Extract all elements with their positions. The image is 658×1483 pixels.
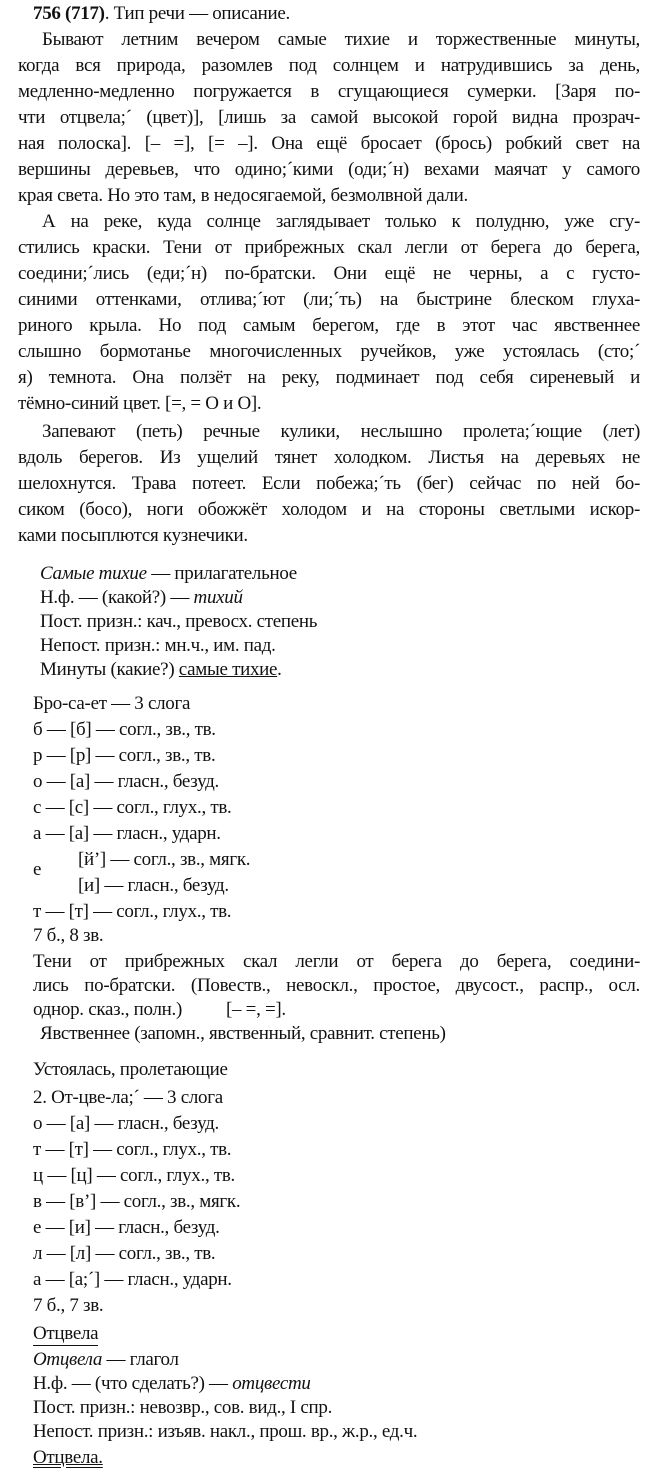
analysis2-heading (33, 1349, 179, 1371)
phonetic-row: о — [а] — гласн., безуд. (33, 1113, 219, 1134)
syntax-line: лись по-братски. (Повеств., невоскл., простое, двусост., распр., осл. (33, 975, 640, 996)
phonetic-row: о — [а] — гласн., безуд. (33, 771, 219, 792)
nf-label: Н.ф. — (какой?) — (40, 587, 194, 608)
syntax-scheme: [– =, =]. (226, 999, 286, 1020)
example-post: . (277, 659, 282, 680)
phonetic2-total: 7 б., 7 зв. (33, 1295, 104, 1316)
morpheme2-word: Отцвела (33, 1323, 99, 1344)
analysis2-nf (33, 1373, 311, 1395)
analysis2-final: Отцвела. (33, 1447, 103, 1468)
syntax-line: Тени от прибрежных скал легли от берега до берега, соедини- (33, 951, 640, 972)
text-line: когда вся природа, разомлев под солнцем и натрудившись за день, (18, 55, 640, 76)
syntax-line: Явственнее (запомн., явственный, сравнит. степень) (40, 1023, 446, 1044)
text-line: я) темнота. Она ползёт на реку, подминает под себя сиреневый и (18, 367, 640, 388)
phonetic1-total: 7 б., 8 зв. (33, 925, 104, 946)
text-line: вдоль берегов. Из ущелий тянет холодком. Листья на деревьях не (18, 447, 640, 468)
phonetic-row: а — [а] — гласн., ударн. (33, 823, 221, 844)
part-of-speech: — глагол (102, 1349, 179, 1370)
text-line: Запевают (петь) речные кулики, неслышно пролета;´ющие (лет) (42, 421, 640, 442)
nf-label: Н.ф. — (что сделать?) — (33, 1373, 233, 1394)
text-line: медленно-медленно погружается в сгущающиеся сумерки. [Заря по- (18, 81, 640, 102)
nf-value: тихий (193, 587, 243, 608)
example-word: самые тихие (178, 659, 278, 680)
analysis1-nonconst: Непост. призн.: мн.ч., им. пад. (40, 635, 276, 656)
phonetic-row: с — [с] — согл., глух., тв. (33, 797, 232, 818)
word: Самые тихие (40, 563, 147, 584)
phonetic-row: [й’] — согл., зв., мягк. (78, 849, 251, 870)
text-line: Бывают летним вечером самые тихие и торжественные минуты, (42, 29, 640, 50)
text-line: соедини;´лись (еди;´н) по-братски. Они ещё не черны, а с густо- (18, 263, 640, 284)
phonetic-row: е — [и] — гласн., безуд. (33, 1217, 220, 1238)
phonetic-row: [и] — гласн., безуд. (78, 875, 229, 896)
analysis1-nf (40, 587, 243, 609)
text-type: . Тип речи — описание. (104, 3, 290, 24)
text-line: шелохнутся. Трава потеет. Если побежа;´ть (бег) сейчас по ней бо- (18, 473, 640, 494)
analysis2-nonconst: Непост. призн.: изъяв. накл., прош. вр., ж.р., ед.ч. (33, 1421, 418, 1442)
syntax-line (33, 999, 286, 1021)
text-line: вершины деревьев, что одино;´кими (оди;´н) вехами маячат у самого (18, 159, 640, 180)
text-line: ками посыплются кузнечики. (18, 525, 248, 546)
analysis2-const: Пост. призн.: невозвр., сов. вид., I спр. (33, 1397, 333, 1418)
example-pre: Минуты (какие?) (40, 659, 179, 680)
text-line: ная полоска]. [– =], [= –]. Она ещё бросает (брось) робкий свет на (18, 133, 640, 154)
phonetic-row: л — [л] — согл., зв., тв. (33, 1243, 216, 1264)
text-line: риного крыла. Но под самым берегом, где в этот час явственнее (18, 315, 640, 336)
exercise-title (33, 3, 290, 25)
text-line: края света. Но это там, в недосягаемой, безмолвной дали. (18, 185, 468, 206)
text-line: А на реке, куда солнце заглядывает только к полудню, уже сгу- (42, 211, 640, 232)
phonetic-row: в — [в’] — согл., зв., мягк. (33, 1191, 241, 1212)
text-line: слышно бормотанье многочисленных ручейков, уже устоялась (сто;´ (18, 341, 640, 362)
phonetic2-header: 2. От-цве-ла;´ — 3 слога (33, 1087, 223, 1108)
text-line: стились краски. Тени от прибрежных скал легли от берега до берега, (18, 237, 640, 258)
syntax-part: однор. сказ., полн.) (33, 999, 182, 1020)
analysis1-const: Пост. призн.: кач., превосх. степень (40, 611, 318, 632)
exercise-number: 756 (717) (33, 3, 105, 24)
nf-value: отцвести (232, 1373, 311, 1394)
analysis1-example (40, 659, 282, 681)
text-line: чти отцвела;´ (цвет)], [лишь за самой высокой горой видна прозрач- (18, 107, 640, 128)
part-of-speech: — прилагательное (146, 563, 297, 584)
phonetic-row: б — [б] — согл., зв., тв. (33, 719, 216, 740)
phonetic-row: ц — [ц] — согл., глух., тв. (33, 1165, 235, 1186)
phonetic1-header: Бро-са-ет — 3 слога (33, 693, 191, 714)
text-line: синими оттенками, отлива;´ют (ли;´ть) на быстрине блеском глуха- (18, 289, 640, 310)
text-line: сиком (босо), ноги обожжёт холодом и на стороны светлыми искор- (18, 499, 640, 520)
morpheme-analysis: Устоялась, пролетающие (33, 1059, 228, 1080)
phonetic-row: т — [т] — согл., глух., тв. (33, 1139, 232, 1160)
word: Отцвела (33, 1349, 103, 1370)
phonetic-row: а — [а;´] — гласн., ударн. (33, 1269, 232, 1290)
phonetic-row: р — [р] — согл., зв., тв. (33, 745, 216, 766)
text-line: тёмно-синий цвет. [=, = O и O]. (18, 393, 262, 414)
phonetic-row: т — [т] — согл., глух., тв. (33, 901, 232, 922)
phonetic-e-letter: е (33, 859, 42, 880)
analysis1-heading (40, 563, 297, 585)
